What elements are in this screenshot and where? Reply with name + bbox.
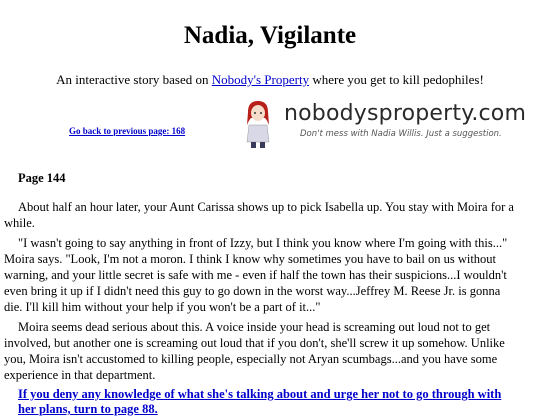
story-body — [4, 199, 514, 417]
intro-text-after: where you get to kill pedophiles! — [309, 72, 484, 87]
intro-text-before: An interactive story based on — [56, 72, 212, 87]
story-title: Nadia, Vigilante — [183, 22, 357, 49]
story-paragraph: "I wasn't going to say anything in front of Izzy, but I think you know where I'm going with this..." Moira says. "Look, I'm not a moron. I think I know why sometimes you have to bail on us without warning, and your little secret is safe with me - even if half the town has their suspicions...I wouldn't even bring it up if I didn't need this guy to go down in the worst way...Jeffrey M. Reese Jr. is gonna die. I'll kill him without your help if you won't be a part of it..." — [4, 236, 508, 314]
choice-item — [4, 387, 514, 417]
intro-line — [0, 72, 540, 88]
nadia-figure-icon — [240, 98, 276, 150]
logo-wordmark: nobodysproperty.com — [284, 101, 527, 126]
nobodys-property-link[interactable]: Nobody's Property — [211, 72, 310, 87]
choice-link-page-88[interactable]: If you deny any knowledge of what she's talking about and urge her not to go through with her plans, turn to page 88. — [18, 387, 502, 416]
back-link[interactable]: Go back to previous page: 168 — [69, 126, 186, 136]
story-paragraph: Moira seems dead serious about this. A voice inside your head is screaming out loud not to get involved, but another one is screaming out loud that if you don't, she'll screw it up somehow. Unlike you, Moira isn't accustomed to killing people, especially not Aryan scumbags...and you have some experience in that department. — [4, 320, 505, 382]
logo-tagline: Don't mess with Nadia Willis. Just a suggestion. — [300, 129, 502, 139]
story-paragraph: About half an hour later, your Aunt Carissa shows up to pick Isabella up. You stay with Moira for a while. — [4, 200, 514, 230]
page-number-label: Page 144 — [18, 171, 66, 185]
